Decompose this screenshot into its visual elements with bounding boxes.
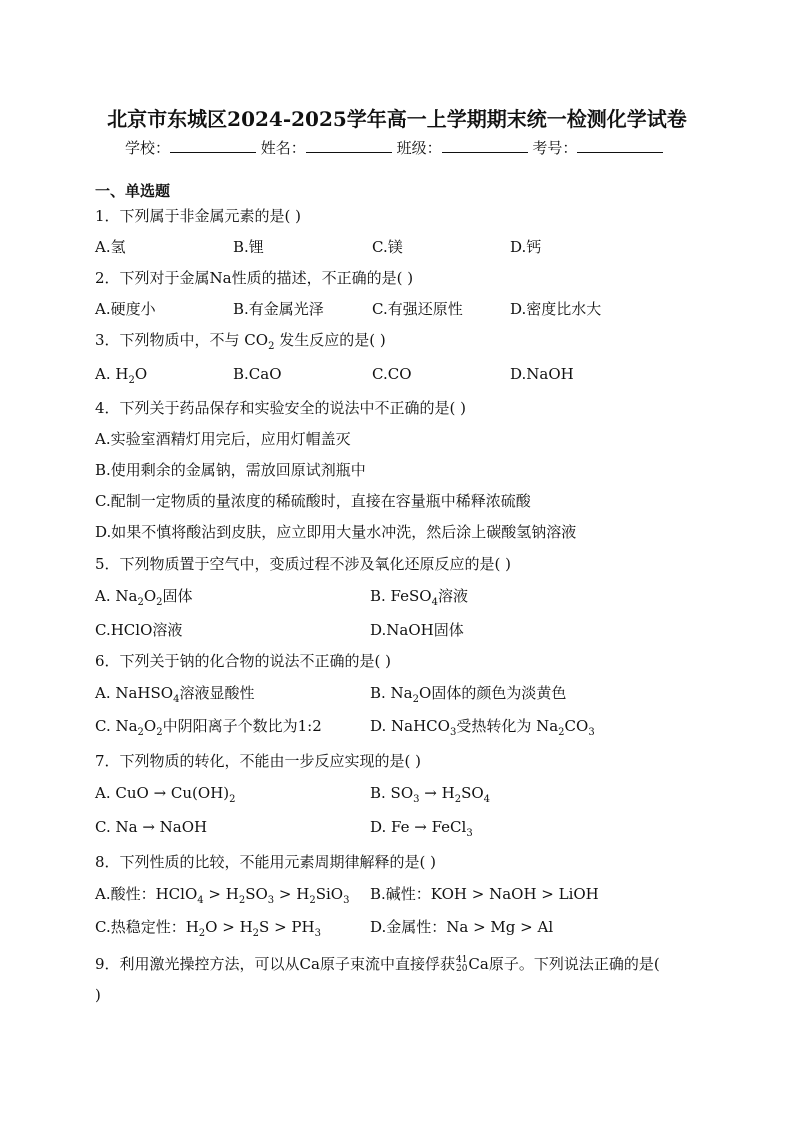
student-info-line xyxy=(125,137,663,158)
q8-option-c: C.热稳定性：$H_2O > H_2S > PH_3$ xyxy=(95,918,321,939)
school-label: 学校： xyxy=(125,139,171,157)
q4-option-c: C.配制一定物质的量浓度的稀硫酸时，直接在容量瓶中稀释浓硫酸 xyxy=(95,492,531,510)
class-label: 班级： xyxy=(396,139,442,157)
q2-option-d: D.密度比水大 xyxy=(510,300,602,318)
q8-option-d: D.金属性：Na > Mg > Al xyxy=(370,918,554,936)
q6-option-d: D. NaHCO$_3$受热转化为 $Na_2CO_3$ xyxy=(370,717,595,738)
q1-option-c: C.镁 xyxy=(372,238,403,256)
q5-option-a: A. $Na_2O_2$固体 xyxy=(95,587,193,608)
q3-option-c: C.CO xyxy=(372,365,412,383)
q8-option-b: B.碱性：KOH > NaOH > LiOH xyxy=(370,885,599,903)
question-4-stem: 4．下列关于药品保存和实验安全的说法中不正确的是( ) xyxy=(95,399,467,417)
question-7-stem: 7．下列物质的转化，不能由一步反应实现的是( ) xyxy=(95,752,422,770)
question-3-stem: 3．下列物质中，不与 $CO_2$ 发生反应的是( ) xyxy=(95,331,386,352)
q7-option-c: C. Na → NaOH xyxy=(95,818,208,836)
q3-option-a: A. $H_2O$ xyxy=(95,365,148,386)
name-label: 姓名： xyxy=(260,139,306,157)
q4-option-d: D.如果不慎将酸沾到皮肤，应立即用大量水冲洗，然后涂上碳酸氢钠溶液 xyxy=(95,523,577,541)
q6-option-b: B. $Na_2O$固体的颜色为淡黄色 xyxy=(370,684,567,705)
class-field[interactable] xyxy=(442,138,528,153)
question-2-stem: 2．下列对于金属Na性质的描述，不正确的是( ) xyxy=(95,269,414,287)
q1-option-d: D.钙 xyxy=(510,238,542,256)
q7-option-b: B. $SO_3 \to H_2SO_4$ xyxy=(370,784,491,805)
name-field[interactable] xyxy=(306,138,392,153)
q1-option-a: A.氢 xyxy=(95,238,126,256)
isotope-notation: 41 20 xyxy=(455,955,468,974)
school-field[interactable] xyxy=(170,138,256,153)
q6-option-c: C. $Na_2O_2$中阴阳离子个数比为1:2 xyxy=(95,717,322,738)
q2-option-b: B.有金属光泽 xyxy=(233,300,324,318)
q7-option-d: D. Fe → FeCl$_3$ xyxy=(370,818,473,839)
q5-option-b: B. FeSO$_4$溶液 xyxy=(370,587,468,608)
q5-option-c: C.HClO溶液 xyxy=(95,621,183,639)
q3-option-d: D.NaOH xyxy=(510,365,574,383)
q5-option-d: D.NaOH固体 xyxy=(370,621,464,639)
section-heading: 一、单选题 xyxy=(95,182,171,200)
question-5-stem: 5．下列物质置于空气中，变质过程不涉及氧化还原反应的是( ) xyxy=(95,555,512,573)
q4-option-b: B.使用剩余的金属钠，需放回原试剂瓶中 xyxy=(95,461,366,479)
q2-option-a: A.硬度小 xyxy=(95,300,156,318)
exam-title: 北京市东城区2024-2025学年高一上学期期末统一检测化学试卷 xyxy=(107,107,687,131)
q6-option-a: A. NaHSO$_4$溶液显酸性 xyxy=(95,684,255,705)
q3-option-b: B.CaO xyxy=(233,365,282,383)
q2-option-c: C.有强还原性 xyxy=(372,300,463,318)
q7-option-a: A. CuO → $Cu(OH)_2$ xyxy=(95,784,236,805)
question-1-stem: 1．下列属于非金属元素的是( ) xyxy=(95,207,302,225)
q8-option-a: A.酸性：HClO$_4$ > $H_2SO_3 > H_2SiO_3$ xyxy=(95,885,350,906)
question-9-stem-continued: ) xyxy=(95,986,101,1004)
question-8-stem: 8．下列性质的比较，不能用元素周期律解释的是( ) xyxy=(95,853,437,871)
question-6-stem: 6．下列关于钠的化合物的说法不正确的是( ) xyxy=(95,652,392,670)
q1-option-b: B.锂 xyxy=(233,238,264,256)
number-label: 考号： xyxy=(532,139,578,157)
question-9-stem: 9．利用激光操控方法，可以从Ca原子束流中直接俘获41 20Ca原子。下列说法正确的是( xyxy=(95,955,660,974)
number-field[interactable] xyxy=(577,138,663,153)
q4-option-a: A.实验室酒精灯用完后，应用灯帽盖灭 xyxy=(95,430,351,448)
